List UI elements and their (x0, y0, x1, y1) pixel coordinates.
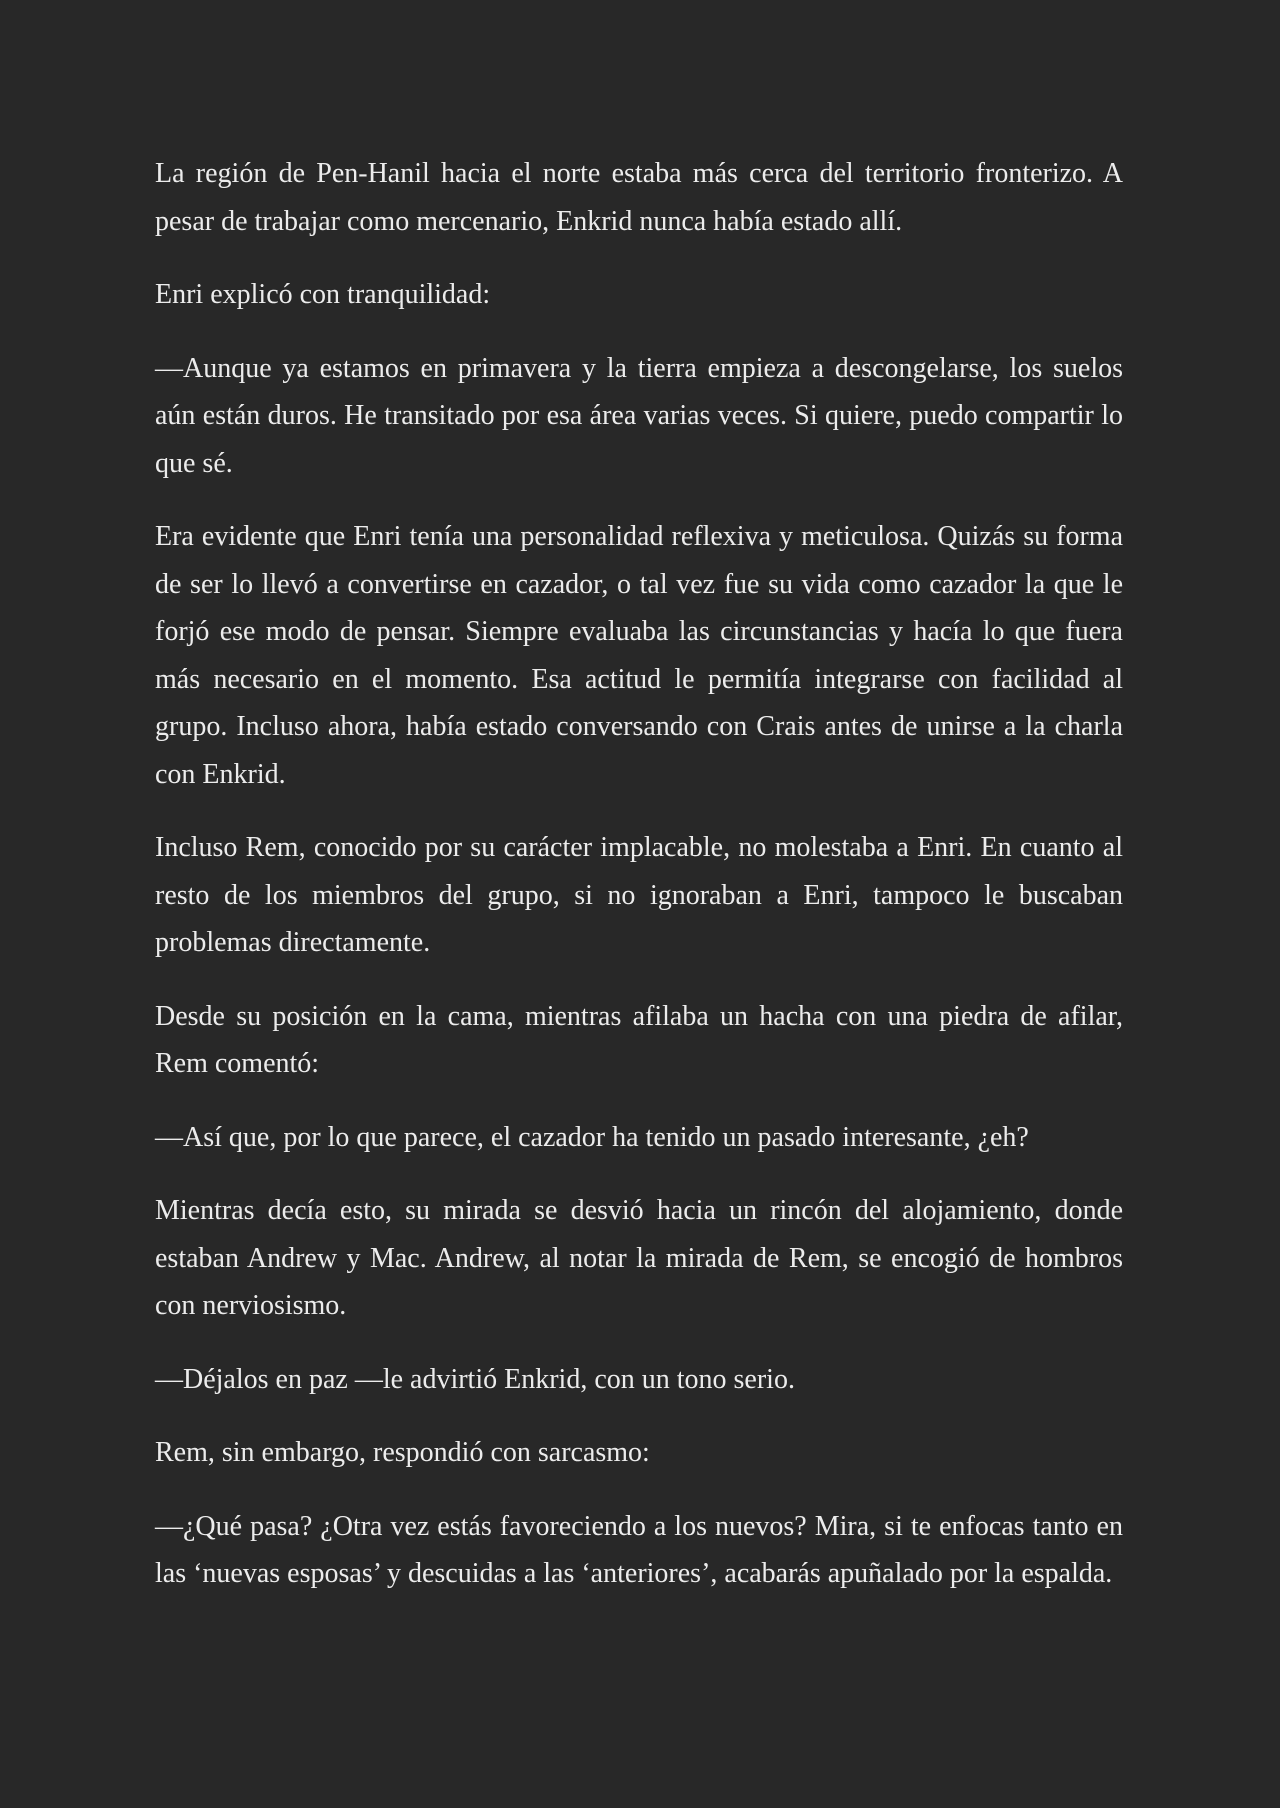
paragraph-5: Incluso Rem, conocido por su carácter implacable, no molestaba a Enri. En cuanto al resto de los miembros del grupo, si no ignoraban a Enri, tampoco le buscaban problemas directamente. (155, 832, 1123, 958)
paragraph-10: Rem, sin embargo, respondió con sarcasmo: (155, 1437, 650, 1468)
paragraph-9: —Déjalos en paz —le advirtió Enkrid, con un tono serio. (155, 1363, 795, 1395)
document-body (155, 150, 1123, 1598)
paragraph-8: Mientras decía esto, su mirada se desvió hacia un rincón del alojamiento, donde estaban Andrew y Mac. Andrew, al notar la mirada de Rem, se encogió de hombros con nerviosismo. (155, 1195, 1123, 1321)
paragraph-3: —Aunque ya estamos en primavera y la tierra empieza a descongelarse, los suelos aún están duros. He transitado por esa área varias veces. Si quiere, puedo compartir lo que sé. (155, 352, 1123, 479)
paragraph-4: Era evidente que Enri tenía una personalidad reflexiva y meticulosa. Quizás su forma de ser lo llevó a convertirse en cazador, o tal vez fue su vida como cazador la que le forjó ese modo de pensar. Siempre evaluaba las circunstancias y hacía lo que fuera más necesario en el momento. Esa actitud le permitía integrarse con facilidad al grupo. Incluso ahora, había estado conversando con Crais antes de unirse a la charla con Enkrid. (155, 521, 1123, 790)
paragraph-6: Desde su posición en la cama, mientras afilaba un hacha con una piedra de afilar, Rem comentó: (155, 1000, 1123, 1079)
paragraph-7: —Así que, por lo que parece, el cazador ha tenido un pasado interesante, ¿eh? (155, 1121, 1029, 1153)
paragraph-1: La región de Pen-Hanil hacia el norte estaba más cerca del territorio fronterizo. A pesar de trabajar como mercenario, Enkrid nunca había estado allí. (155, 158, 1123, 237)
paragraph-11: —¿Qué pasa? ¿Otra vez estás favoreciendo a los nuevos? Mira, si te enfocas tanto en las ‘nuevas esposas’ y descuidas a las ‘anteriores’, acabarás apuñalado por la espalda. (155, 1510, 1123, 1589)
paragraph-2: Enri explicó con tranquilidad: (155, 279, 491, 310)
